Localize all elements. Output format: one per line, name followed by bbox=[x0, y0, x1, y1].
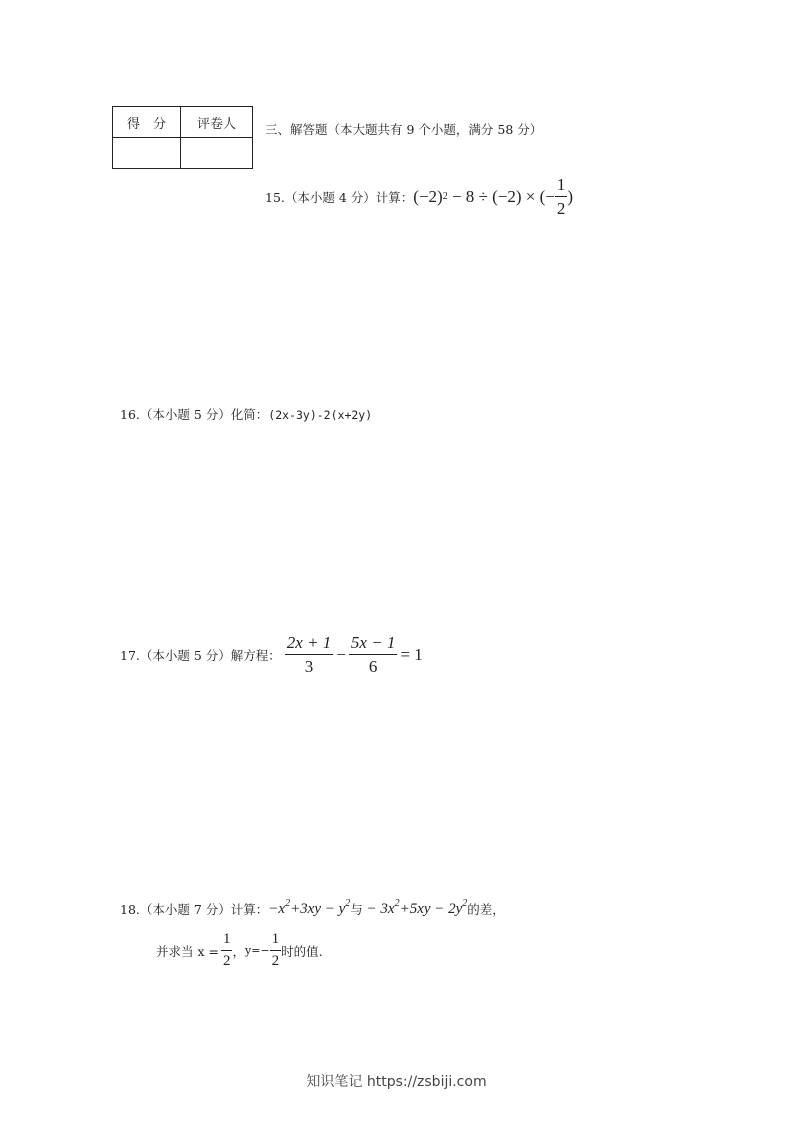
q18-x-num: 1 bbox=[221, 932, 233, 951]
q18-expr-b-exp1: 2 bbox=[394, 897, 400, 909]
q17-frac1-den: 3 bbox=[304, 657, 314, 676]
q18-line2-prefix: 并求当 x = bbox=[156, 943, 219, 959]
score-cell bbox=[113, 138, 181, 169]
q15-expression: (−2) 2 − 8 ÷ (−2) × (− $\frac{1}{2}$ ) bbox=[413, 175, 574, 218]
q18-expr-b1: − 3x bbox=[362, 900, 395, 917]
q16-expression: (2x-3y)-2(x+2y) bbox=[268, 408, 373, 422]
grader-cell bbox=[181, 138, 253, 169]
q18-line2-suffix: 时的值. bbox=[281, 943, 323, 959]
q18-label: 18.（本小题 7 分）计算： bbox=[120, 902, 269, 917]
q18-y-den: 2 bbox=[271, 953, 280, 969]
q18-x-fraction bbox=[221, 932, 233, 969]
q15-fraction bbox=[555, 176, 568, 217]
score-header: 得 分 bbox=[113, 107, 181, 138]
q18-expr-a2: +3xy − y bbox=[290, 900, 346, 917]
q17-rhs: = 1 bbox=[400, 644, 423, 664]
question-17 bbox=[120, 634, 423, 675]
q18-expr-a1: −x bbox=[268, 900, 286, 917]
q18-expr-a-exp2: 2 bbox=[345, 897, 351, 909]
q16-label: 16.（本小题 5 分）化简： bbox=[120, 407, 269, 422]
q17-fraction-1 bbox=[285, 634, 334, 675]
question-16 bbox=[120, 405, 372, 423]
q18-expression-b bbox=[362, 897, 468, 918]
question-18-line-2 bbox=[156, 932, 323, 969]
q18-expr-b-exp2: 2 bbox=[462, 897, 468, 909]
question-15 bbox=[265, 176, 573, 217]
q18-y-num: 1 bbox=[270, 932, 282, 951]
q18-expr-a-exp1: 2 bbox=[285, 897, 291, 909]
q17-label: 17.（本小题 5 分）解方程： bbox=[120, 647, 281, 663]
score-table bbox=[112, 106, 253, 169]
footer-watermark: 知识笔记 https://zsbiji.com bbox=[306, 1074, 487, 1090]
q15-label: 15.（本小题 4 分）计算： bbox=[265, 189, 414, 205]
q18-expression-a bbox=[268, 897, 351, 918]
q18-expr-b2: +5xy − 2y bbox=[399, 900, 463, 917]
q15-expr-close: ) bbox=[567, 186, 574, 206]
q15-frac-den: 2 bbox=[556, 199, 566, 218]
q17-minus: − bbox=[336, 644, 346, 664]
q17-fraction-2 bbox=[349, 634, 398, 675]
q15-frac-num: 1 bbox=[555, 176, 568, 197]
q15-expr-part2: − 8 ÷ (−2) × (− bbox=[447, 186, 555, 206]
q18-y-prefix: y=− bbox=[245, 944, 270, 957]
grader-header: 评卷人 bbox=[181, 107, 253, 138]
q18-connector: 与 bbox=[350, 902, 363, 917]
q18-y-fraction bbox=[270, 932, 282, 969]
q17-frac2-den: 6 bbox=[368, 657, 378, 676]
q17-frac1-num: 2x + 1 bbox=[285, 634, 334, 655]
section-title: 三、解答题（本大题共有 9 个小题，满分 58 分） bbox=[265, 122, 543, 137]
q18-x-den: 2 bbox=[222, 953, 231, 969]
q18-comma: ， bbox=[232, 943, 245, 959]
question-18 bbox=[120, 897, 505, 918]
q15-expr-part1: (−2) bbox=[413, 186, 443, 206]
q18-suffix: 的差， bbox=[467, 902, 505, 917]
q17-equation bbox=[285, 634, 423, 675]
q17-frac2-num: 5x − 1 bbox=[349, 634, 398, 655]
